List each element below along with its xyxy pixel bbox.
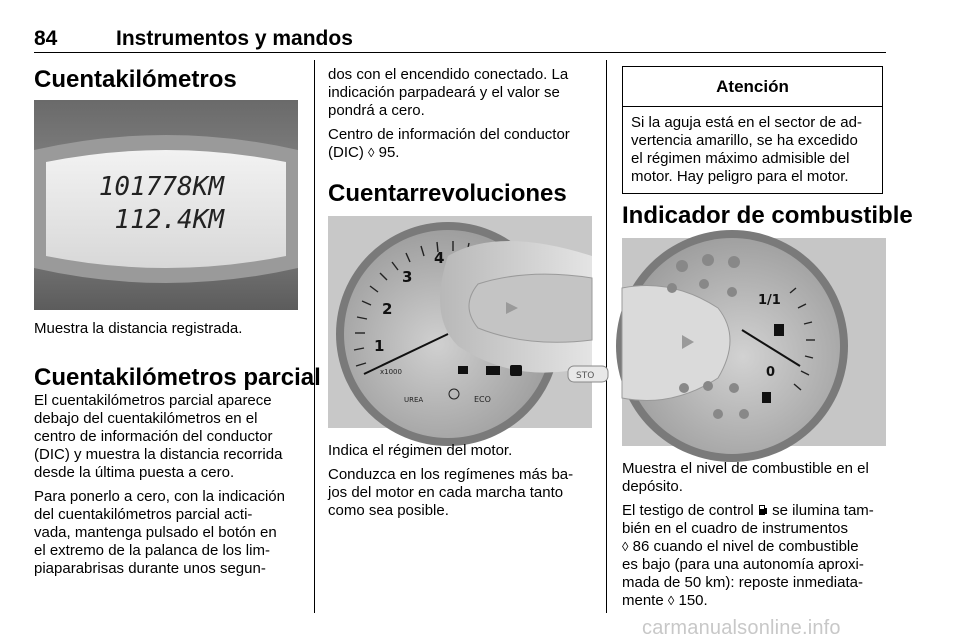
page-number: 84	[34, 27, 58, 50]
tach-eco-label: ECO	[474, 395, 491, 404]
tach-stop-label: STO	[576, 371, 595, 381]
fuel-gauge-illustration	[622, 238, 886, 446]
tachometer-advice	[328, 466, 573, 520]
battery-warning-icon	[486, 366, 500, 375]
text-line: piaparabrisas durante unos segun-	[34, 560, 266, 577]
text-fragment: (DIC)	[328, 144, 364, 161]
text-line: jos del motor en cada marcha tanto	[328, 484, 564, 501]
tachometer-figure	[328, 216, 595, 428]
text-fragment: mente	[622, 592, 664, 609]
text-line: pondrá a cero.	[328, 102, 425, 119]
fuel-pump-icon	[758, 503, 768, 517]
tachometer-illustration	[328, 216, 595, 428]
text-line: (DIC) y muestra la distancia recorrida	[34, 446, 283, 463]
fuel-empty-mark: 0	[766, 365, 776, 380]
tach-multiplier: x1000	[380, 368, 402, 376]
text-line: bién en el cuadro de instrumentos	[622, 520, 848, 537]
tach-scale-3: 3	[402, 268, 413, 286]
odometer-illustration	[34, 100, 298, 310]
trip-paragraph-2	[34, 488, 285, 578]
attention-title: Atención	[623, 67, 882, 107]
text-line: vada, mantenga pulsado el botón en	[34, 524, 277, 541]
text-line: desde la última puesta a cero.	[34, 464, 235, 481]
text-line: dos con el encendido conectado. La	[328, 66, 569, 83]
text-line: debajo del cuentakilómetros en el	[34, 410, 258, 427]
heading-trip-odometer: Cuentakilómetros parcial	[34, 364, 321, 391]
tach-scale-1: 1	[374, 337, 385, 355]
header-rule	[34, 52, 886, 53]
fuel-description	[622, 460, 869, 496]
text-line: Para ponerlo a cero, con la indicación	[34, 488, 285, 505]
heading-tachometer: Cuentarrevoluciones	[328, 180, 567, 207]
continuation-paragraph	[328, 66, 568, 120]
text-line: depósito.	[622, 478, 683, 495]
text-line: El cuentakilómetros parcial aparece	[34, 392, 272, 409]
column-divider-1	[314, 60, 315, 613]
tach-urea-label: UREA	[404, 396, 424, 404]
fuel-gauge-figure	[622, 238, 886, 446]
text-line: indicación parpadeará y el valor se	[328, 84, 560, 101]
tachometer-description: Indica el régimen del motor.	[328, 442, 513, 459]
odometer-figure	[34, 100, 298, 310]
reference-arrow-icon: ◊	[368, 145, 375, 160]
odometer-total-value: 101778KM	[98, 172, 224, 202]
attention-box	[622, 66, 883, 194]
reference-arrow-icon: ◊	[667, 593, 675, 608]
text-line: es bajo (para una autonomía aproxi-	[622, 556, 864, 573]
chapter-title: Instrumentos y mandos	[116, 27, 353, 50]
text-line: el régimen máximo admisible del	[631, 150, 850, 167]
text-line: motor. Hay peligro para el motor.	[631, 168, 849, 185]
page-reference-link[interactable]: 95.	[378, 144, 400, 161]
text-fragment: El testigo de control	[622, 502, 754, 519]
text-line: como sea posible.	[328, 502, 449, 519]
odometer-description: Muestra la distancia registrada.	[34, 320, 243, 337]
watermark: carmanualsonline.info	[642, 617, 841, 639]
text-line: Conduzca en los regímenes más ba-	[328, 466, 574, 483]
fuel-full-mark: 1/1	[758, 293, 781, 308]
tach-scale-4: 4	[434, 249, 445, 267]
text-line: el extremo de la palanca de los lim-	[34, 542, 270, 559]
column-divider-2	[606, 60, 607, 613]
reference-arrow-icon: ◊	[622, 539, 629, 554]
page-header	[34, 28, 886, 50]
text-line: Centro de información del conductor	[328, 126, 570, 143]
fuel-warning-paragraph	[622, 502, 874, 610]
page-reference-link[interactable]: 150.	[678, 592, 708, 609]
attention-text	[623, 107, 882, 186]
text-line: Si la aguja está en el sector de ad-	[631, 114, 862, 131]
oil-warning-icon	[458, 366, 468, 374]
text-line: del cuentakilómetros parcial acti-	[34, 506, 253, 523]
text-fragment: se ilumina tam-	[772, 502, 874, 519]
odometer-trip-value: 112.4KM	[114, 205, 224, 235]
text-line: centro de información del conductor	[34, 428, 273, 445]
text-line: Muestra el nivel de combustible en el	[622, 460, 869, 477]
tach-scale-2: 2	[382, 300, 393, 318]
page-reference-link[interactable]: 86 cuando el nivel de combustible	[632, 538, 859, 555]
brake-warning-icon	[510, 365, 522, 376]
heading-odometer: Cuentakilómetros	[34, 66, 237, 93]
text-line: mada de 50 km): reposte inmediata-	[622, 574, 863, 591]
dic-reference-paragraph	[328, 126, 570, 162]
trip-paragraph-1	[34, 392, 282, 482]
heading-fuel-gauge: Indicador de combustible	[622, 202, 913, 229]
text-line: vertencia amarillo, se ha excedido	[631, 132, 858, 149]
